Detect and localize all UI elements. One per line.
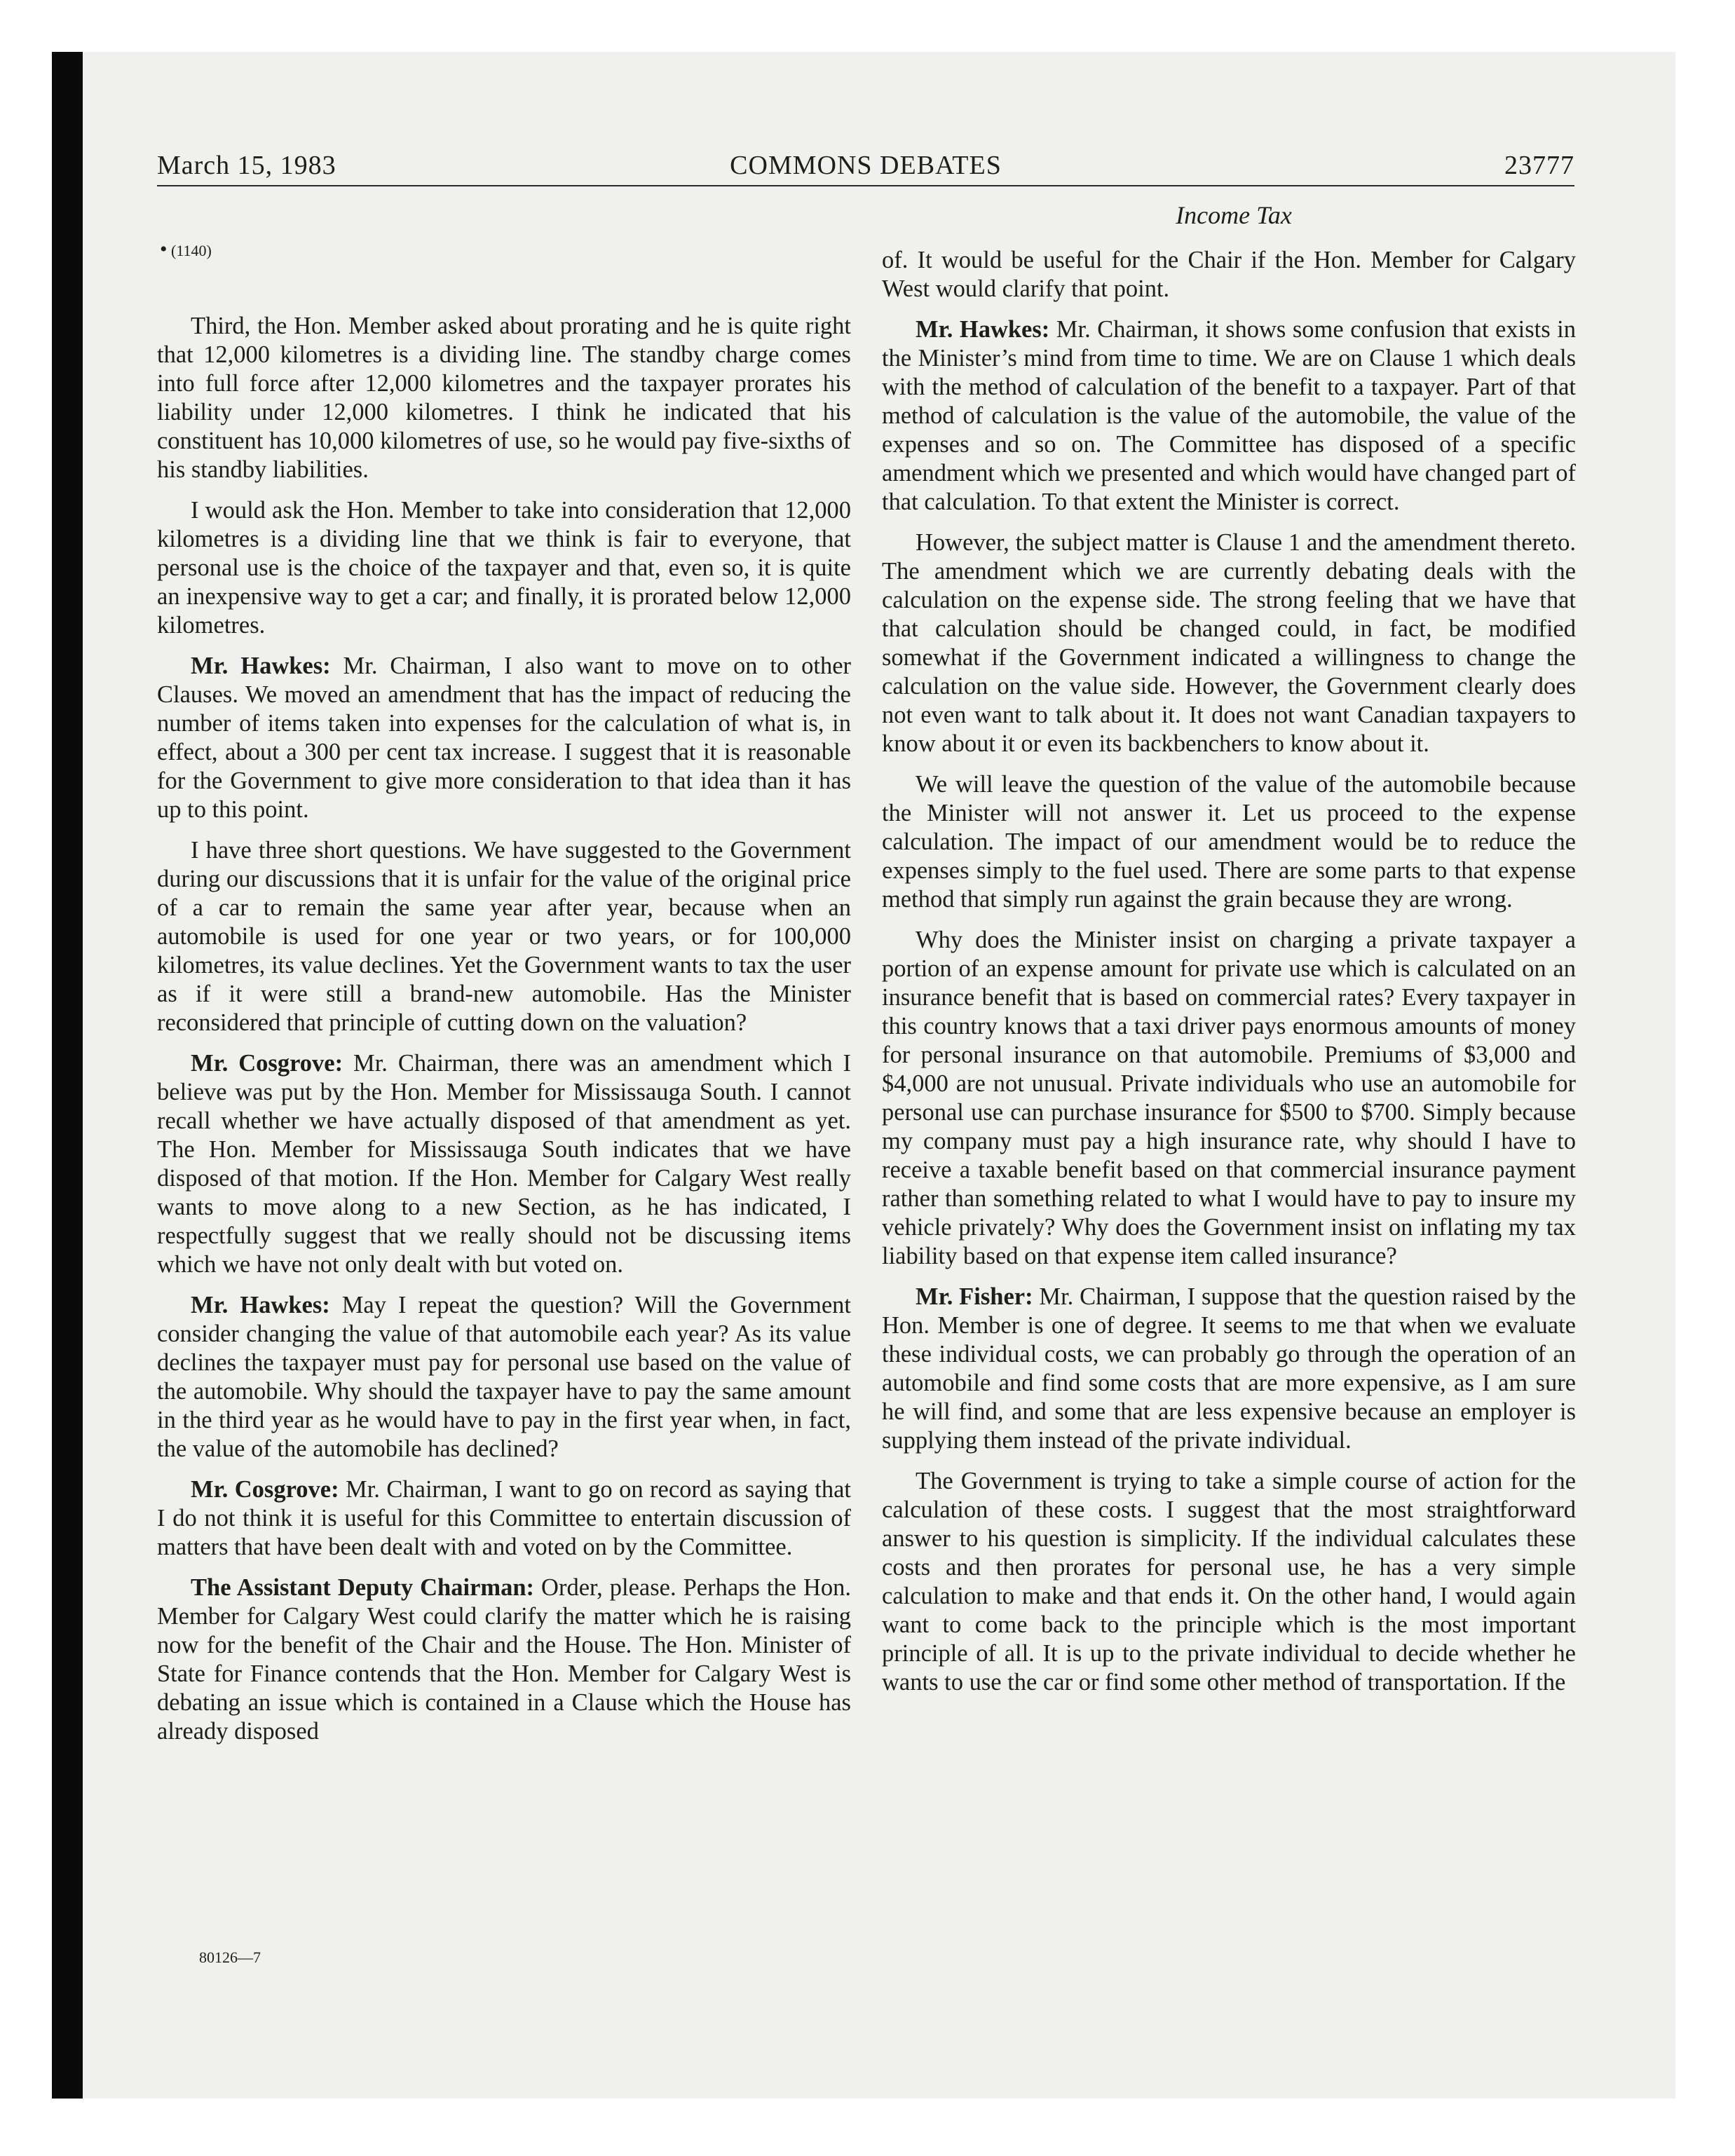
header-page-number: 23777	[1504, 151, 1574, 180]
speech-text: Order, please. Perhaps the Hon. Member for Calgary West could clarify the matter which he is raising now for the benefit of the Chair and the House. The Hon. Minister of State for Finance contends that the Hon. Member for Calgary West is debating an issue which is contained in a Clause which the House has already disposed	[157, 1574, 851, 1745]
paragraph	[157, 1475, 851, 1562]
paragraph	[157, 1574, 851, 1746]
speech-text: Mr. Chairman, it shows some confusion that exists in the Minister’s mind from time to time. We are on Clause 1 which deals with the method of calculation of the benefit to a taxpayer. Part of that method of calculation is the value of the automobile, the value of the expenses and so on. The Committee has disposed of a specific amendment which we presented and which would have changed part of that calculation. To that extent the Minister is correct.	[882, 316, 1576, 515]
time-marker	[160, 239, 851, 261]
paragraph: Third, the Hon. Member asked about prorating and he is quite right that 12,000 kilometres is a dividing line. The standby charge comes into full force after 12,000 kilometres and the taxpayer prorates his liability under 12,000 kilometres. I think he indicated that his constituent has 10,000 kilometres of use, so he would pay five-sixths of his standby liabilities.	[157, 313, 851, 483]
header-title: COMMONS DEBATES	[730, 151, 1002, 180]
paragraph	[157, 1291, 851, 1464]
speaker-name: Mr. Fisher:	[916, 1283, 1033, 1310]
paragraph: I would ask the Hon. Member to take into consideration that 12,000 kilometres is a dividing line that we think is fair to everyone, that personal use is the choice of the taxpayer and that, even so, it is quite an inexpensive way to get a car; and finally, it is prorated below 12,000 kilometres.	[157, 497, 851, 639]
running-head: Income Tax	[1176, 201, 1292, 229]
bullet-icon: •	[160, 238, 168, 261]
paragraph: Why does the Minister insist on charging a private taxpayer a portion of an expense amount for private use which is calculated on an insurance benefit that is based on commercial rates? Every taxpayer in this country knows that a taxi driver pays enormous amounts of money for personal insurance on that automobile. Premiums of $3,000 and $4,000 are not unusual. Private individuals who use an automobile for personal use can purchase insurance for $500 to $700. Simply because my company must pay a high insurance rate, why should I have to receive a taxable benefit based on that commercial insurance payment rather than something related to what I would have to pay to insure my vehicle privately? Why does the Government insist on inflating my tax liability based on that expense item called insurance?	[882, 927, 1576, 1269]
paragraph	[157, 652, 851, 824]
paragraph	[882, 315, 1576, 517]
speaker-name: Mr. Cosgrove:	[191, 1476, 339, 1503]
speaker-name: Mr. Hawkes:	[191, 1292, 330, 1318]
speech-text: Mr. Chairman, I also want to move on to other Clauses. We moved an amendment that has the impact of reducing the number of items taken into expenses for the calculation of what is, in effect, about a 300 per cent tax increase. I suggest that it is reasonable for the Government to give more consideration to that idea than it has up to this point.	[157, 653, 852, 823]
header-date: March 15, 1983	[157, 151, 336, 180]
paragraph: I have three short questions. We have suggested to the Government during our discussions that it is unfair for the value of the original price of a car to remain the same year after year, because when an automobile is used for one year or two years, or for 100,000 kilometres, its value declines. Yet the Government wants to tax the user as if it were still a brand-new automobile. Has the Minister reconsidered that principle of cutting down on the valuation?	[157, 837, 851, 1036]
speech-text: Mr. Chairman, there was an amendment which I believe was put by the Hon. Member for Mississauga South. I cannot recall whether we have actually disposed of that amendment as yet. The Hon. Member for Mississauga South indicates that we have disposed of that motion. If the Hon. Member for Calgary West really wants to move along to a new Section, as he has indicated, I respectfully suggest that we really should not be discussing items which we have not only dealt with but voted on.	[157, 1050, 852, 1278]
speaker-name: Mr. Hawkes:	[191, 653, 331, 679]
scan-edge	[52, 52, 83, 2099]
paragraph	[882, 1283, 1576, 1455]
speaker-name: The Assistant Deputy Chairman:	[191, 1574, 535, 1601]
right-column	[882, 246, 1576, 1709]
speaker-name: Mr. Hawkes:	[916, 316, 1050, 343]
paragraph: We will leave the question of the value of the automobile because the Minister will not answer it. Let us proceed to the expense calculation. The impact of our amendment would be to reduce the expenses simply to the fuel used. There are some parts to that expense method that simply run against the grain because they are wrong.	[882, 771, 1576, 913]
paragraph: The Government is trying to take a simple course of action for the calculation of these costs. I suggest that the most straightforward answer to his question is simplicity. If the individual calculates these costs and then prorates for personal use, he has a very simple calculation to make and that ends it. On the other hand, I would again want to come back to the principle which is the most important principle of all. It is up to the private individual to decide whether he wants to use the car or find some other method of transportation. If the	[882, 1468, 1576, 1696]
page-header	[157, 150, 1574, 186]
speech-text: May I repeat the question? Will the Government consider changing the value of that automobile each year? As its value declines the taxpayer must pay for personal use based on the value of the automobile. Why should the taxpayer have to pay the same amount in the third year as he would have to pay in the first year when, in fact, the value of the automobile has declined?	[157, 1292, 851, 1462]
speech-text: Mr. Chairman, I suppose that the question raised by the Hon. Member is one of degree. It seems to me that when we evaluate these individual costs, we can probably go through the operation of an automobile and find some costs that are more expensive, as I am sure he will find, and some that are less expensive because an employer is supplying them instead of the private individual.	[882, 1283, 1576, 1454]
paragraph: of. It would be useful for the Chair if the Hon. Member for Calgary West would clarify that point.	[882, 247, 1576, 302]
paragraph: However, the subject matter is Clause 1 and the amendment thereto. The amendment which we are currently debating deals with the calculation on the expense side. The strong feeling that we have that that calculation should be changed could, in fact, be modified somewhat if the Government indicated a willingness to change the calculation on the value side. However, the Government clearly does not even want to talk about it. It does not want Canadian taxpayers to know about it or even its backbenchers to know about it.	[882, 529, 1576, 757]
speech-text: Mr. Chairman, I want to go on record as saying that I do not think it is useful for this Committee to entertain discussion of matters that have been dealt with and voted on by the Committee.	[157, 1476, 852, 1560]
paragraph	[157, 1049, 851, 1279]
time-marker-text: (1140)	[171, 242, 212, 259]
left-column	[157, 239, 851, 1758]
speaker-name: Mr. Cosgrove:	[191, 1050, 343, 1077]
print-code: 80126—7	[199, 1949, 261, 1966]
